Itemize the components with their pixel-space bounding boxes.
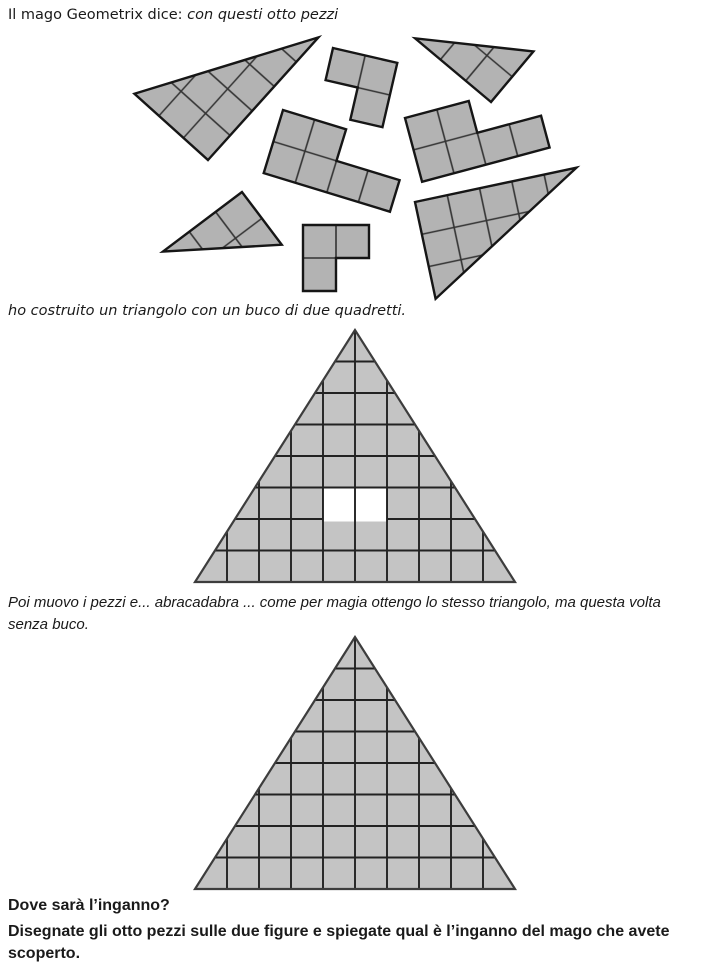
caption-hole: ho costruito un triangolo con un buco di due quadretti. (8, 303, 407, 319)
intro-normal-text: Il mago Geometrix dice: (8, 7, 188, 23)
triangle-without-hole-canvas (191, 633, 521, 895)
piece-l-tromino-top-middle (318, 48, 397, 127)
piece-triangle-3x2-top-right (415, 0, 533, 102)
piece-triangle-3x2-bottom-left (163, 192, 282, 304)
piece-triangle-5x3-bottom-right (415, 168, 597, 299)
intro-italic-text: con questi otto pezzi (187, 7, 339, 23)
triangle-with-hole-shape (195, 330, 515, 582)
question-line: Dove sarà l’inganno? (8, 897, 170, 914)
caption-magic: Poi muovo i pezzi e... abracadabra ... come per magia ottengo lo stesso triangolo, ma questa volta senza buco. (8, 594, 661, 633)
pieces-canvas (0, 0, 711, 312)
task-line: Disegnate gli otto pezzi sulle due figure e spiegate qual è l’inganno del mago che avete scoperto. (8, 923, 670, 962)
triangle-without-hole-figure (191, 633, 521, 895)
triangle-with-hole-figure (191, 326, 521, 588)
pieces-figure (0, 0, 711, 312)
triangle-with-hole-canvas (191, 326, 521, 588)
piece-l-hexomino-mid-left (264, 110, 410, 212)
piece-l-tromino-bottom-middle (303, 225, 369, 291)
triangle-without-hole-shape (195, 637, 515, 889)
piece-l-hexomino-mid-right (405, 84, 550, 182)
